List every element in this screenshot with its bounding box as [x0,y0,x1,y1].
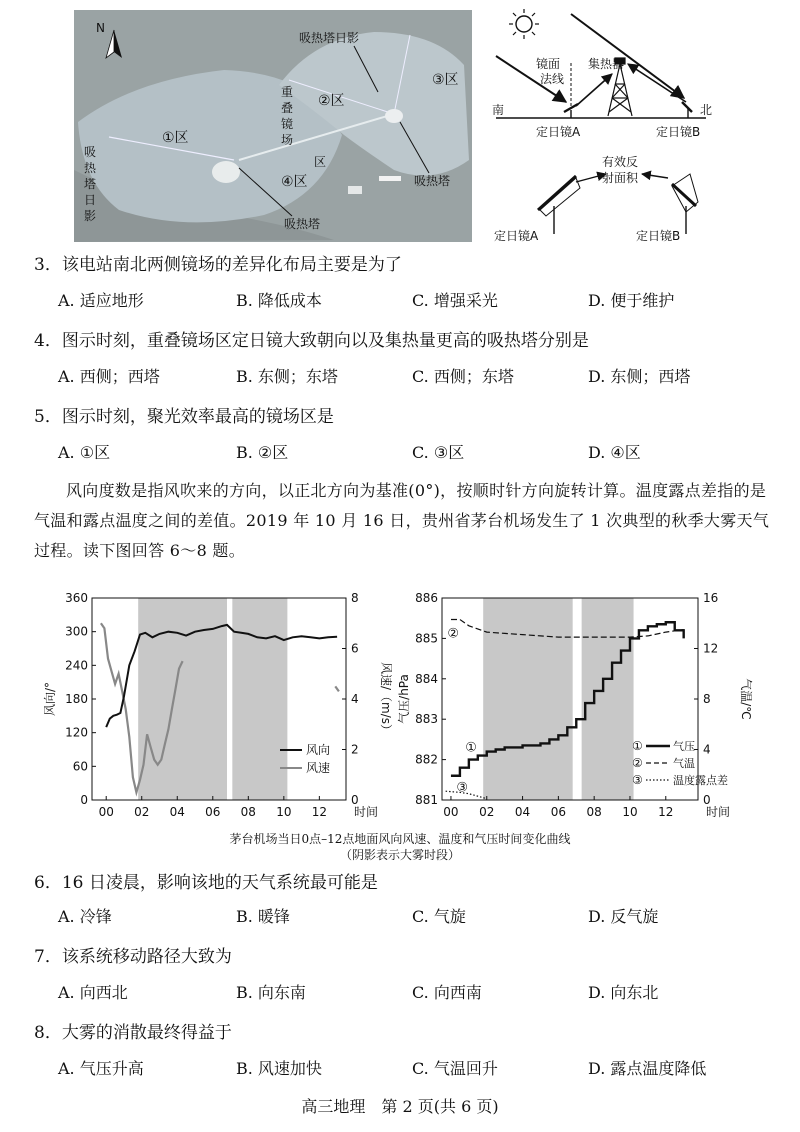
heliostat-a-label: 定日镜A [536,125,581,139]
q7-option-d[interactable]: D. 向东北 [588,983,659,1002]
q4-option-b[interactable]: B. 东侧；东塔 [236,367,338,386]
x-tick-label: 00 [443,805,459,819]
north-label: N [96,21,105,35]
heliostat-a-detail-icon [538,174,606,234]
q6-option-c[interactable]: C. 气旋 [412,907,466,926]
q3-option-a[interactable]: A. 适应地形 [58,291,144,310]
legend-label-1: 气压 [673,740,695,753]
legend-speed-label: 风速 [306,761,331,775]
q7-option-b[interactable]: B. 向东南 [236,983,306,1002]
right-tick-label: 8 [703,692,711,706]
left-axis-label: 气压/hPa [397,674,411,724]
left-tick-label: 240 [65,658,88,673]
west-tower-label: 吸热塔 [284,217,321,231]
heliostat-schematic [476,6,722,246]
q3-option-c[interactable]: C. 增强采光 [412,291,498,310]
q5-option-c[interactable]: C. ③区 [412,443,465,462]
pressure-marker: ① [465,740,477,756]
legend-label-3: 温度露点差 [673,774,728,787]
heliostat-b-label: 定日镜B [656,125,701,139]
west-shadow-char-4: 日 [84,193,97,207]
legend-marker-3: ③ [632,773,643,787]
right-tick-label: 2 [351,742,359,757]
x-tick-label: 04 [514,805,531,819]
x-tick-label: 00 [98,805,114,819]
west-shadow-char-5: 影 [84,209,97,223]
heliostat-a-icon [564,104,578,118]
right-axis-label: 风速/（m/s） [379,661,393,737]
right-tick-label: 6 [351,641,359,656]
x-tick-label: 10 [622,805,638,819]
x-tick-label: 06 [550,805,567,819]
left-tick-label: 360 [65,591,88,605]
left-tick-label: 60 [72,759,88,774]
q5-option-b[interactable]: B. ②区 [236,443,289,462]
overlap-zone-char-5: 区 [314,155,327,169]
overlap-zone-char-4: 场 [281,133,294,147]
right-tick-label: 8 [351,591,359,605]
legend-direction-label: 风向 [306,743,331,757]
left-tick-label: 882 [415,752,438,767]
east-tower-label: 吸热塔 [414,174,451,188]
x-tick-label: 04 [169,805,185,819]
east-shadow-label: 吸热塔日影 [299,31,360,45]
right-tick-label: 4 [703,742,711,757]
solar-plant-aerial-photo [74,10,472,242]
x-tick-label: 02 [134,805,150,819]
right-tick-label: 12 [703,641,719,656]
x-axis-label: 时间 [354,805,379,819]
q6-option-b[interactable]: B. 暖锋 [236,907,290,926]
legend-label-2: 气温 [673,757,695,770]
west-shadow-char-2: 热 [84,161,97,175]
question-7: 7．该系统移动路径大致为 [34,947,232,967]
west-shadow-char-1: 吸 [84,145,97,159]
heliostat-b-detail-icon [642,174,698,234]
zone-3-label: ③区 [432,72,459,88]
collector-label: 集热器 [588,57,625,71]
q5-option-a[interactable]: A. ①区 [58,443,111,462]
passage-text: 风向度数是指风吹来的方向，以正北方向为基准(0°)，按顺时针方向旋转计算。温度露点差指的是气温和露点温度之间的差值。2019 年 10 月 16 日，贵州省茅台机场发生了 1 次典型的秋季大雾天气过程。读下图回答 6～8 题。 [34,481,770,560]
x-tick-label: 06 [205,805,221,819]
right-axis-label: 气温/℃ [739,678,753,720]
passage [34,476,774,566]
left-tick-label: 180 [65,692,88,706]
overlap-zone-char-1: 重 [281,85,294,99]
sun-icon [509,9,539,39]
wind-speed-line-late [335,686,339,691]
mirror-normal-label-1: 镜面 [536,57,561,71]
left-tick-label: 885 [415,631,438,646]
question-4: 4．图示时刻，重叠镜场区定日镜大致朝向以及集热量更高的吸热塔分别是 [34,331,589,351]
zone-4-label: ④区 [281,174,308,190]
temperature-marker: ② [447,626,460,642]
dewpoint-marker: ③ [456,780,468,796]
q8-option-d[interactable]: D. 露点温度降低 [588,1059,707,1078]
left-tick-label: 883 [415,712,438,727]
left-axis-label: 风向/° [43,681,57,717]
fog-shade-1 [483,598,573,800]
fog-shade-2 [582,598,634,800]
question-3: 3．该电站南北两侧镜场的差异化布局主要是为了 [34,255,402,275]
q7-option-a[interactable]: A. 向西北 [58,983,128,1002]
x-tick-label: 08 [586,805,602,819]
left-tick-label: 884 [415,671,438,686]
north-label: 北 [700,103,713,117]
wind-chart [43,590,393,822]
west-shadow-char-3: 塔 [84,177,97,191]
x-axis-label: 时间 [706,805,731,819]
mirror-normal-label-2: 法线 [540,72,565,86]
question-8: 8．大雾的消散最终得益于 [34,1023,232,1043]
left-tick-label: 0 [80,793,88,807]
page-footer: 高三地理 第 2 页(共 6 页) [301,1097,499,1116]
overlap-zone-char-3: 镜 [281,117,294,131]
south-label: 南 [492,103,505,117]
heliostat-a-detail-label: 定日镜A [494,229,539,243]
legend-marker-2: ② [632,756,643,770]
effective-area-label-2: 射面积 [602,171,639,185]
zone-2-label: ②区 [318,93,345,109]
right-tick-label: 4 [351,692,359,706]
legend-marker-1: ① [632,739,643,753]
q4-option-c[interactable]: C. 西侧；东塔 [412,367,514,386]
q5-option-d[interactable]: D. ④区 [588,443,641,462]
zone-1-label: ①区 [162,130,189,146]
fog-shade-2 [232,598,287,800]
x-tick-label: 02 [479,805,495,819]
q6-option-a[interactable]: A. 冷锋 [58,907,112,926]
right-tick-label: 16 [703,591,719,605]
x-tick-label: 10 [276,805,292,819]
heliostat-b-detail-label: 定日镜B [636,229,681,243]
q8-option-a[interactable]: A. 气压升高 [58,1059,144,1078]
q3-option-b[interactable]: B. 降低成本 [236,291,322,310]
question-5: 5．图示时刻，聚光效率最高的镜场区是 [34,407,334,427]
chart-caption-1: 茅台机场当日0点–12点地面风向风速、温度和气压时间变化曲线 [229,832,571,846]
left-tick-label: 881 [415,793,438,807]
question-6: 6．16 日凌晨，影响该地的天气系统最可能是 [34,873,378,893]
west-tower [212,161,240,183]
heliostat-b-icon [682,102,692,118]
pressure-temperature-chart [397,590,753,822]
q4-option-d[interactable]: D. 东侧；西塔 [588,367,691,386]
q4-option-a[interactable]: A. 西侧；西塔 [58,367,160,386]
east-tower [385,109,403,123]
q8-option-c[interactable]: C. 气温回升 [412,1059,498,1078]
q6-option-d[interactable]: D. 反气旋 [588,907,659,926]
left-tick-label: 300 [65,624,88,639]
right-tick-label: 0 [351,793,359,807]
right-tick-label: 0 [703,793,711,807]
x-tick-label: 08 [240,805,256,819]
chart-caption-2: （阴影表示大雾时段） [339,848,460,862]
q8-option-b[interactable]: B. 风速加快 [236,1059,322,1078]
q3-option-d[interactable]: D. 便于维护 [588,291,675,310]
x-tick-label: 12 [311,805,327,819]
q7-option-c[interactable]: C. 向西南 [412,983,482,1002]
overlap-zone-char-2: 叠 [281,101,294,115]
left-tick-label: 886 [415,591,438,605]
left-tick-label: 120 [65,725,88,740]
x-tick-label: 12 [658,805,674,819]
effective-area-label-1: 有效反 [602,155,639,169]
